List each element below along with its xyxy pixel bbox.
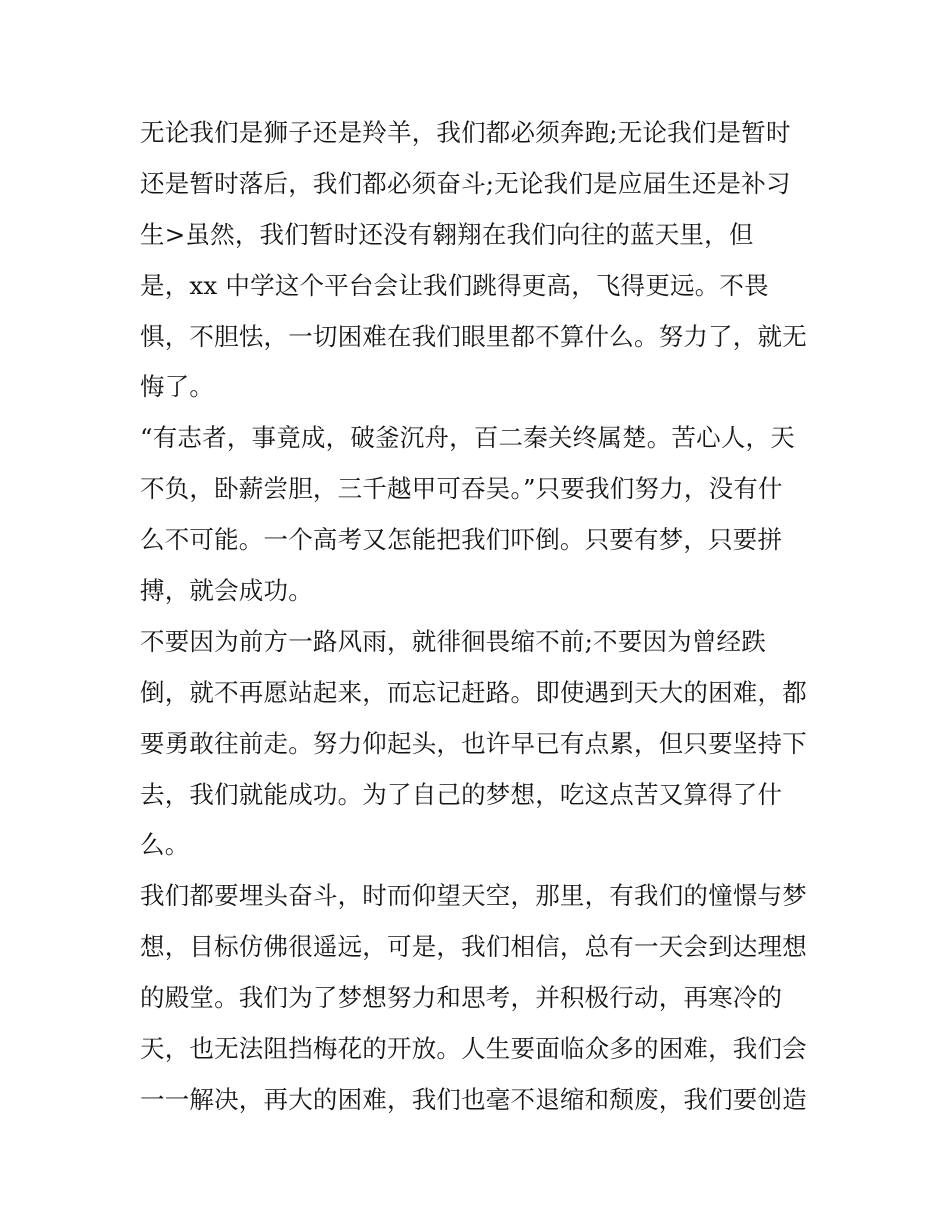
text-line: 惧，不胆怯，一切困难在我们眼里都不算什么。努力了，就无 — [140, 321, 807, 351]
document-body — [140, 108, 830, 1126]
text-line: “有志者，事竟成，破釜沉舟，百二秦关终属楚。苦心人，天 — [140, 423, 795, 453]
text-line: 倒，就不再愿站起来，而忘记赶路。即使遇到天大的困难，都 — [140, 677, 807, 707]
text-line: 么。 — [140, 830, 190, 860]
text-line: 悔了。 — [140, 372, 215, 402]
text-line: 生>虽然，我们暂时还没有翱翔在我们向往的蓝天里，但 — [140, 219, 754, 249]
text-line: 想，目标仿佛很遥远，可是，我们相信，总有一天会到达理想 — [140, 932, 807, 962]
text-line: 的殿堂。我们为了梦想努力和思考，并积极行动，再寒冷的 — [140, 983, 783, 1013]
text-line: 我们都要埋头奋斗，时而仰望天空，那里，有我们的憧憬与梦 — [140, 881, 807, 911]
text-line: 去，我们就能成功。为了自己的梦想，吃这点苦又算得了什 — [140, 779, 783, 809]
text-line: 天，也无法阻挡梅花的开放。人生要面临众多的困难，我们会 — [140, 1034, 807, 1064]
text-line: 不要因为前方一路风雨，就徘徊畏缩不前;不要因为曾经跌 — [140, 626, 766, 656]
text-line: 无论我们是狮子还是羚羊，我们都必须奔跑;无论我们是暂时 — [140, 118, 791, 147]
text-line: 是，xx 中学这个平台会让我们跳得更高，飞得更远。不畏 — [140, 270, 769, 300]
text-line: 么不可能。一个高考又怎能把我们吓倒。只要有梦，只要拼 — [140, 525, 783, 555]
text-line: 还是暂时落后，我们都必须奋斗;无论我们是应届生还是补习 — [140, 168, 791, 198]
text-line: 要勇敢往前走。努力仰起头，也许早已有点累，但只要坚持下 — [140, 728, 807, 758]
text-line: 搏，就会成功。 — [140, 576, 313, 606]
text-line: 不负，卧薪尝胆，三千越甲可吞吴。”只要我们努力，没有什 — [140, 474, 783, 504]
text-line: 一一解决，再大的困难，我们也毫不退缩和颓废，我们要创造 — [140, 1084, 807, 1114]
